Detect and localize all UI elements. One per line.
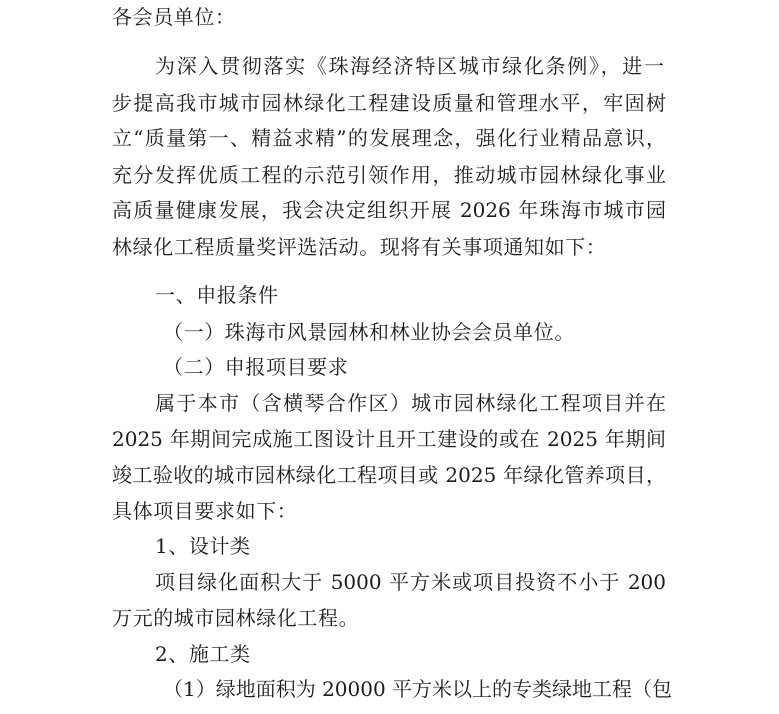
section1-heading: 一、申报条件 (155, 283, 279, 307)
sub-heading-1: （一）珠海市风景园林和林业协会会员单位。 (163, 320, 575, 344)
salutation: 各会员单位： (112, 5, 236, 29)
category-1-text-1: 项目绿化面积大于 5000 平方米或项目投资不小于 200 (155, 570, 666, 594)
intro-line-3: 立“质量第一、精益求精”的发展理念，强化行业精品意识， (112, 126, 666, 150)
category-1-heading: 1、设计类 (155, 534, 251, 558)
req-line-3: 竣工验收的城市园林绿化工程项目或 2025 年绿化管养项目， (112, 463, 666, 487)
category-2-heading: 2、施工类 (155, 642, 251, 666)
category-1-text-2: 万元的城市园林绿化工程。 (112, 606, 360, 630)
req-line-2: 2025 年期间完成施工图设计且开工建设的或在 2025 年期间 (112, 427, 666, 451)
intro-line-2: 步提高我市城市园林绿化工程建设质量和管理水平，牢固树 (112, 91, 666, 115)
req-line-1: 属于本市（含横琴合作区）城市园林绿化工程项目并在 (155, 391, 666, 415)
intro-line-5: 高质量健康发展，我会决定组织开展 2026 年珠海市城市园 (112, 198, 666, 222)
intro-line-4: 充分发挥优质工程的示范引领作用，推动城市园林绿化事业 (112, 163, 666, 187)
sub-heading-2: （二）申报项目要求 (163, 355, 349, 379)
req-line-4: 具体项目要求如下： (112, 499, 298, 523)
intro-line-6: 林绿化工程质量奖评选活动。现将有关事项通知如下： (112, 235, 607, 259)
category-2-item-1: （1）绿地面积为 20000 平方米以上的专类绿地工程（包 (163, 677, 673, 701)
intro-line-1: 为深入贯彻落实《珠海经济特区城市绿化条例》，进一 (155, 54, 664, 78)
